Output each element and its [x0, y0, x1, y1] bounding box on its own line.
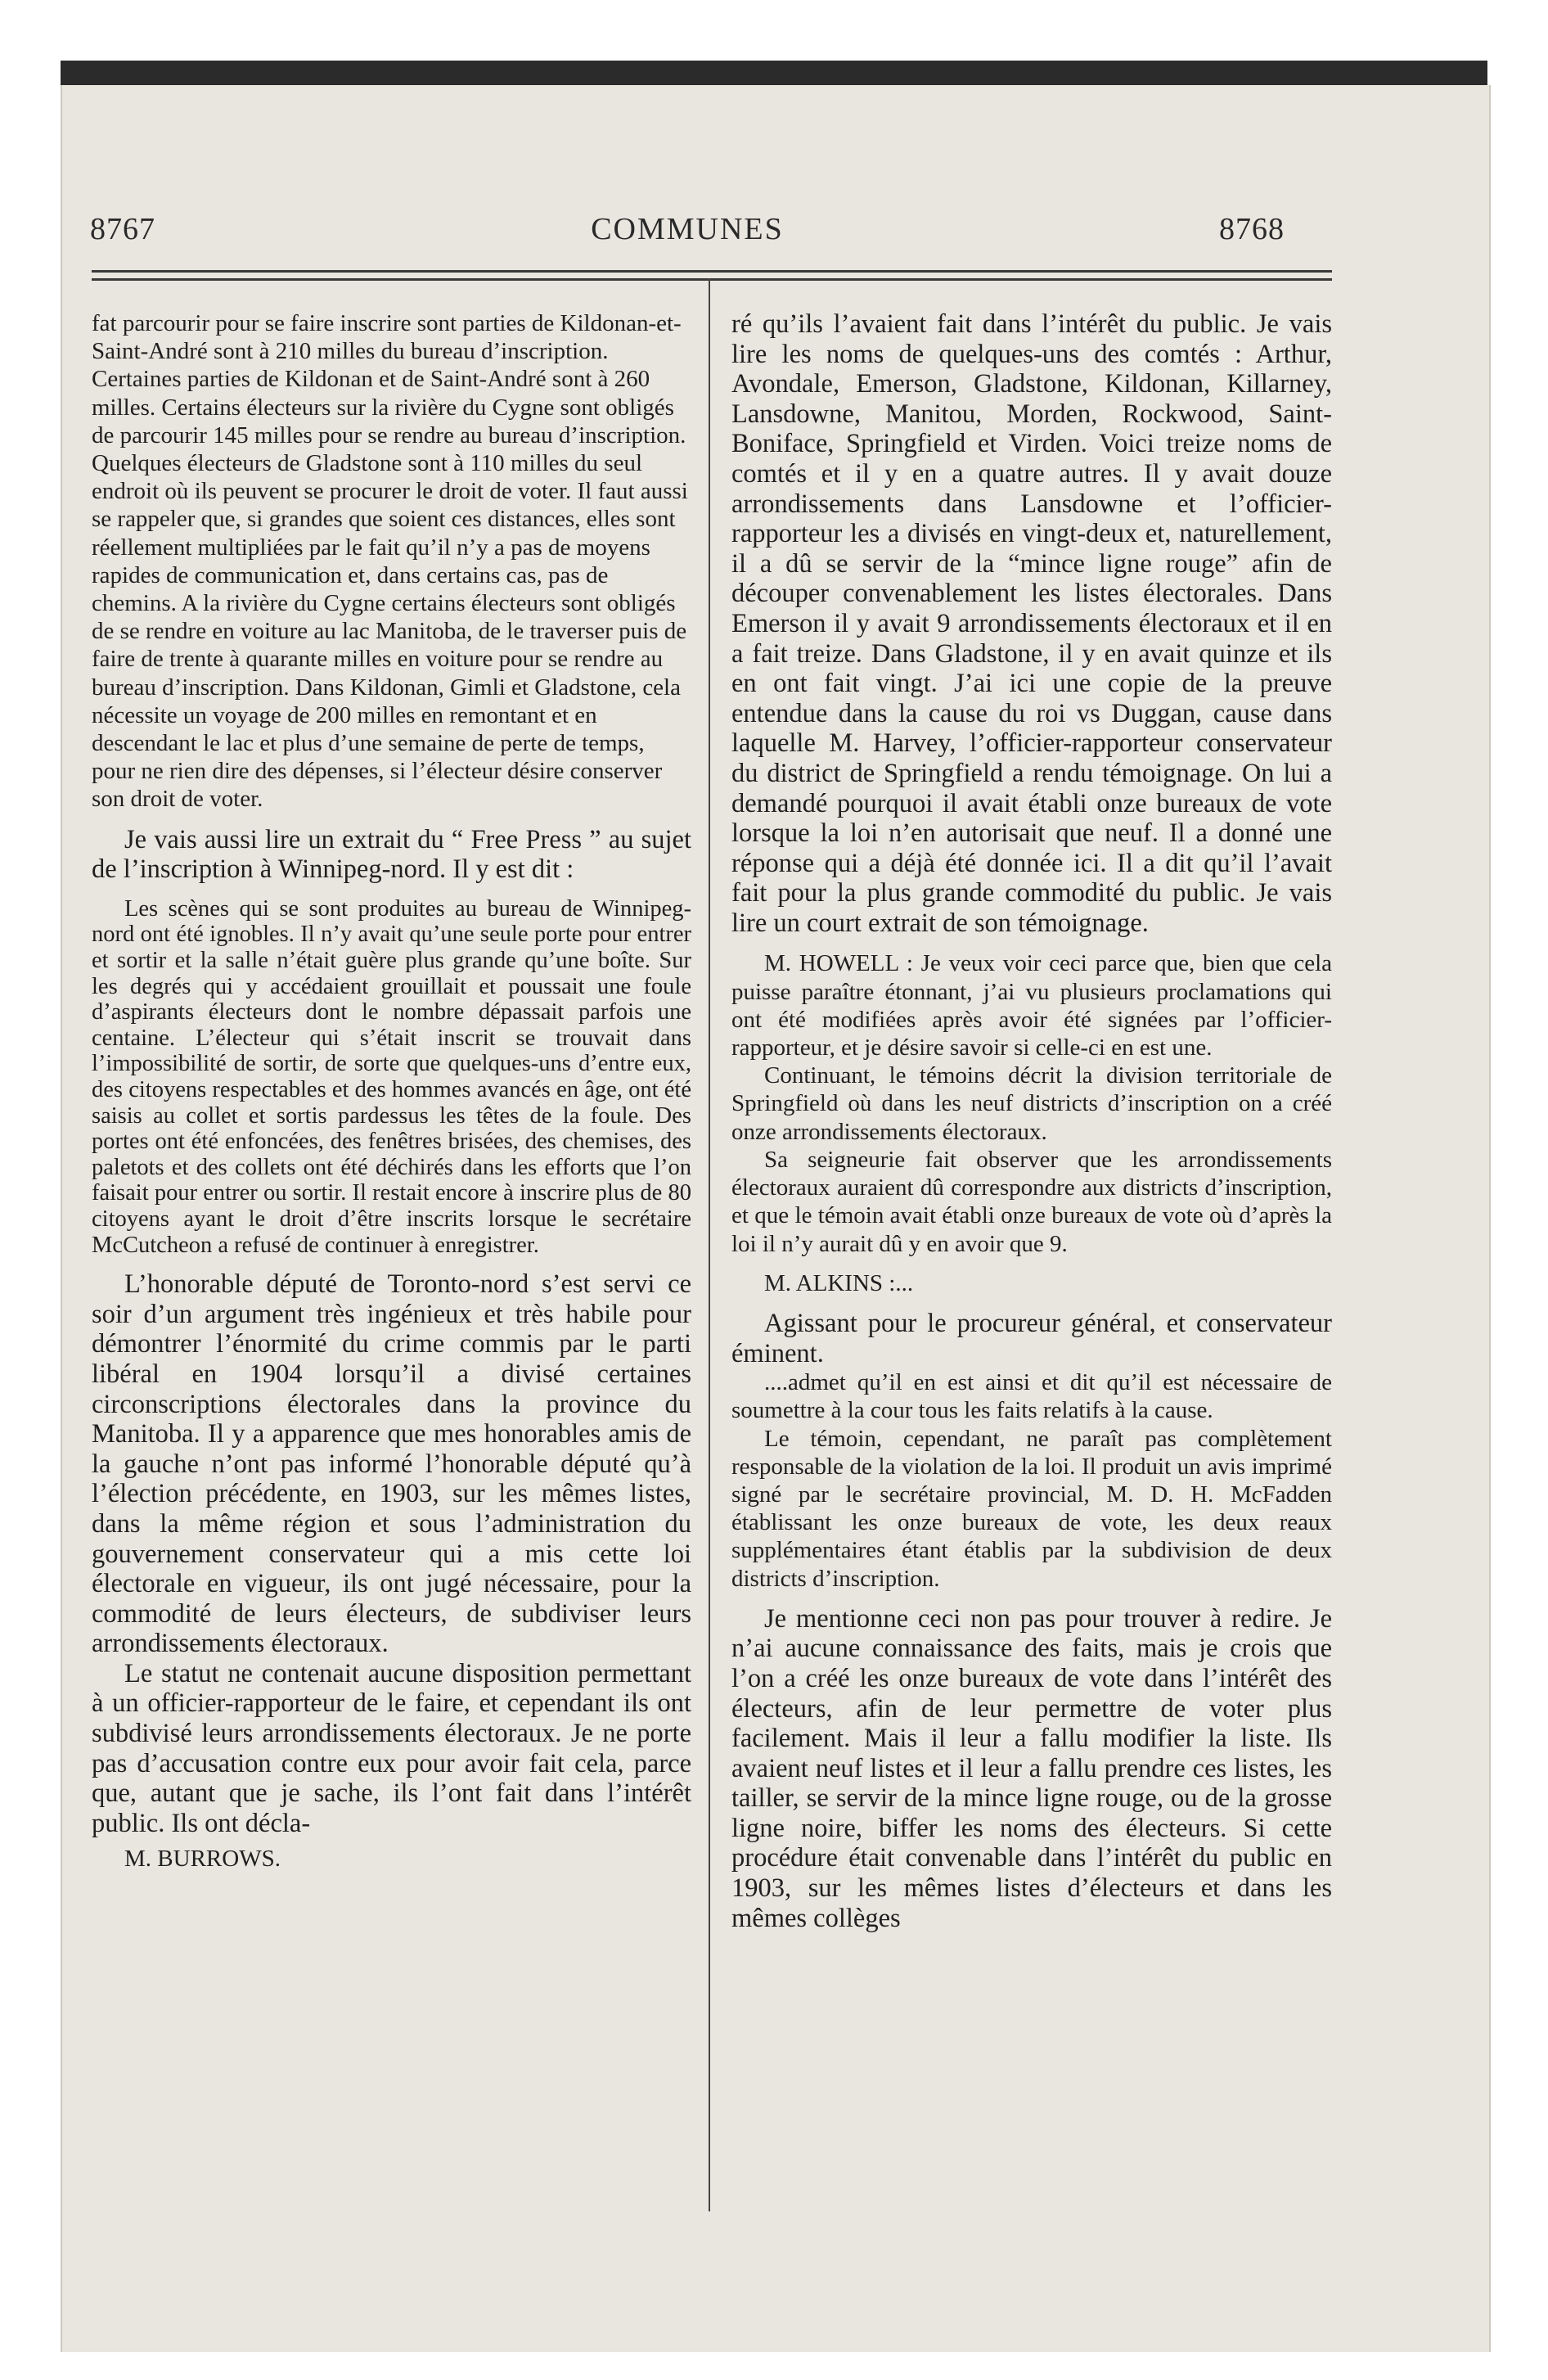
- paragraph: Agissant pour le procureur général, et conservateur éminent.: [731, 1308, 1332, 1368]
- page-number-right: 8768: [1219, 212, 1285, 246]
- paragraph: L’honorable député de Toronto-nord s’est servi ce soir d’un argument très ingénieux et très habile pour démontrer l’énormité du crime commis par le parti libéral en 1904 lorsqu’il a divisé certaines circonscriptions électorales dans la province du Manitoba. Il y a apparence que mes honorables amis de la gauche n’ont pas informé l’honorable député qu’à l’élection précédente, en 1903, sur les mêmes listes, dans la même région et sous l’administration du gouvernement conservateur qui a mis cette loi électorale en vigueur, ils ont jugé nécessaire, pour la commodité de leurs électeurs, de subdiviser leurs arrondissements électoraux.: [92, 1269, 691, 1659]
- running-title: COMMUNES: [591, 212, 784, 246]
- column-divider: [709, 278, 710, 2211]
- left-column: [92, 309, 691, 1873]
- paragraph: Je vais aussi lire un extrait du “ Free Press ” au sujet de l’inscription à Winnipeg-nord. Il y est dit :: [92, 824, 691, 885]
- page-number-left: 8767: [90, 212, 155, 246]
- page-header: [90, 211, 1285, 252]
- quoted-extract: Les scènes qui se sont produites au bureau de Winnipeg-nord ont été ignobles. Il n’y avait qu’une seule porte pour entrer et sortir et la salle n’était guère plus grande qu’une boîte. Sur les degrés qui y accédaient grouillait et poussait une foule d’aspirants électeurs dont le nombre dépassait parfois une centaine. L’électeur qui s’était inscrit se trouvait dans l’impossibilité de sortir, de sorte que quelques-uns d’entre eux, des citoyens respectables et des hommes avancés en âge, ont été saisis au collet et sortis pardessus les têtes de la foule. Des portes ont été enfoncées, des fenêtres brisées, des chemises, des paletots et des collets ont été déchirés dans les efforts que l’on faisait pour entrer ou sortir. Il restait encore à inscrire plus de 80 citoyens ayant le droit d’être inscrits lorsque le secrétaire McCutcheon a refusé de continuer à enregistrer.: [92, 895, 691, 1258]
- right-column: [731, 309, 1332, 1933]
- speaker-name: M. ALKINS :...: [764, 1269, 914, 1296]
- speaker-name: M. BURROWS.: [124, 1846, 281, 1873]
- scan-top-border: [61, 61, 1487, 85]
- paragraph: Le statut ne contenait aucune disposition permettant à un officier-rapporteur de le faire, et cependant ils ont subdivisé leurs arrondissements électoraux. Je ne porte pas d’accusation contre eux pour avoir fait cela, parce que, autant que je sache, ils l’ont fait dans l’intérêt public. Ils ont décla-: [92, 1658, 691, 1838]
- header-rule-top: [92, 270, 1332, 273]
- paragraph: ré qu’ils l’avaient fait dans l’intérêt du public. Je vais lire les noms de quelques-uns des comtés : Arthur, Avondale, Emerson, Gladstone, Kildonan, Killarney, Lansdowne, Manitou, Morden, Rockwood, Saint-Boniface, Springfield et Virden. Voici treize noms de comtés et il y en a quatre autres. Il y avait douze arrondissements dans Lansdowne et l’officier-rapporteur les a divisés en vingt-deux et, naturellement, il a dû se servir de la “mince ligne rouge” afin de découper convenablement les listes électorales. Dans Emerson il y avait 9 arrondissements électoraux et il en a fait treize. Dans Gladstone, il y en avait quinze et ils en ont fait vingt. J’ai ici une copie de la preuve entendue dans la cause du roi vs Duggan, cause dans laquelle M. Harvey, l’officier-rapporteur conservateur du district de Springfield a rendu témoignage. On lui a demandé pourquoi il avait établi onze bureaux de vote lorsque la loi n’en autorisait que neuf. Il a donné une réponse qui a déjà été donnée ici. Il a dit qu’il l’avait fait pour la plus grande commodité du public. Je vais lire un court extrait de son témoignage.: [731, 309, 1332, 938]
- paragraph: Continuant, le témoins décrit la division territoriale de Springfield où dans les neuf districts d’inscription on a créé onze arrondissements électoraux.: [731, 1062, 1332, 1145]
- paragraph: Le témoin, cependant, ne paraît pas complètement responsable de la violation de la loi. Il produit un avis imprimé signé par le secrétaire provincial, M. D. H. McFadden établissant les onze bureaux de vote, les deux reaux supplémentaires étant établis par la subdivision de deux districts d’inscription.: [731, 1425, 1332, 1592]
- paragraph: fat parcourir pour se faire inscrire sont parties de Kildonan-et-Saint-André sont à 210 milles du bureau d’inscription. Certaines parties de Kildonan et de Saint-André sont à 260 milles. Certains électeurs sur la rivière du Cygne sont obligés de parcourir 145 milles pour se rendre au bureau d’inscription. Quelques électeurs de Gladstone sont à 110 milles du seul endroit où ils peuvent se procurer le droit de voter. Il faut aussi se rappeler que, si grandes que soient ces distances, elles sont réellement multipliées par le fait qu’il n’y a pas de moyens rapides de communication et, dans certains cas, pas de chemins. A la rivière du Cygne certains électeurs sont obligés de se rendre en voiture au lac Manitoba, de le traverser puis de faire de trente à quarante milles en voiture pour se rendre au bureau d’inscription. Dans Kildonan, Gimli et Gladstone, cela nécessite un voyage de 200 milles en remontant et en descendant le lac et plus d’une semaine de perte de temps, pour ne rien dire des dépenses, si l’électeur désire conserver son droit de voter.: [92, 310, 688, 813]
- paragraph: ....admet qu’il en est ainsi et dit qu’il est nécessaire de soumettre à la cour tous les faits relatifs à la cause.: [731, 1369, 1332, 1424]
- paragraph: Sa seigneurie fait observer que les arrondissements électoraux auraient dû correspondre aux districts d’inscription, et que le témoin avait établi onze bureaux de vote où d’après la loi il n’y aurait dû y en avoir que 9.: [731, 1146, 1332, 1257]
- paragraph: M. HOWELL : Je veux voir ceci parce que, bien que cela puisse paraître étonnant, j’ai vu plusieurs proclamations qui ont été modifiées après avoir été signées par l’officier-rapporteur, et je désire savoir si celle-ci en est une.: [731, 950, 1332, 1062]
- paragraph: Je mentionne ceci non pas pour trouver à redire. Je n’ai aucune connaissance des faits, mais je crois que l’on a créé les onze bureaux de vote dans l’intérêt des électeurs, afin de leur permettre de voter plus facilement. Mais il leur a fallu modifier la liste. Ils avaient neuf listes et il leur a fallu prendre ces listes, les tailler, se servir de la mince ligne rouge, ou de la grosse ligne noire, biffer les noms des électeurs. Si cette procédure était convenable dans l’intérêt du public en 1903, sur les mêmes listes d’électeurs et dans les mêmes collèges: [731, 1603, 1332, 1933]
- header-rule-bottom: [92, 278, 1332, 281]
